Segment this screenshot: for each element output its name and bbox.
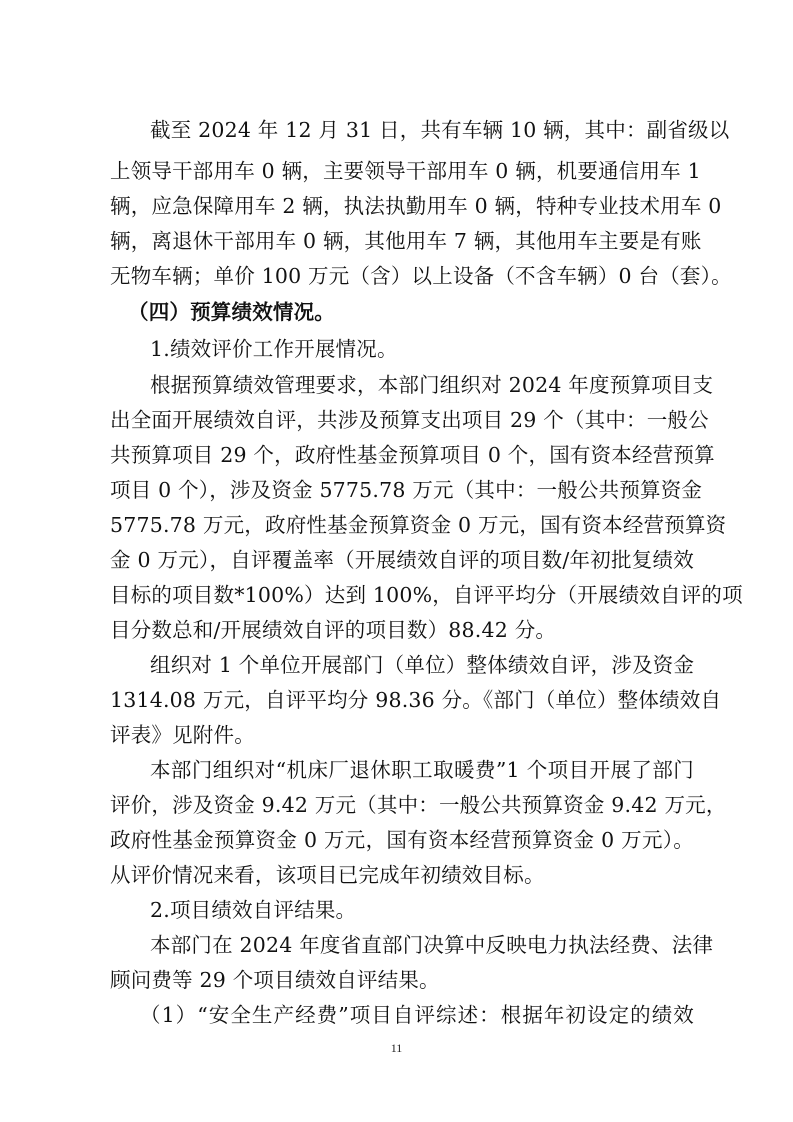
paragraph-line: 顾问费等 29 个项目绩效自评结果。 [110,968,440,992]
paragraph-line: 无物车辆；单价 100 万元（含）以上设备（不含车辆）0 台（套）。 [110,264,732,288]
paragraph-line: 辆，应急保障用车 2 辆，执法执勤用车 0 辆，特种专业技术用车 0 [110,194,722,218]
section-heading: （四）预算绩效情况。 [128,300,335,324]
paragraph-line: 1314.08 万元，自评平均分 98.36 分。《部门（单位）整体绩效自 [110,688,722,712]
paragraph-line: 辆，离退休干部用车 0 辆，其他用车 7 辆，其他用车主要是有账 [110,229,702,253]
subsection-heading: 1.绩效评价工作开展情况。 [150,337,398,361]
paragraph-line: 从评价情况来看，该项目已完成年初绩效目标。 [110,863,545,887]
paragraph-line: 组织对 1 个单位开展部门（单位）整体绩效自评，涉及资金 [150,653,695,677]
paragraph-line: 金 0 万元），自评覆盖率（开展绩效自评的项目数/年初批复绩效 [110,548,694,572]
page-number: 11 [390,1041,403,1055]
paragraph-line: 5775.78 万元，政府性基金预算资金 0 万元，国有资本经营预算资 [110,513,727,537]
paragraph-line: 本部门在 2024 年度省直部门决算中反映电力执法经费、法律 [150,933,714,957]
paragraph-line: 评表》见附件。 [110,723,255,747]
paragraph-line: 评价，涉及资金 9.42 万元（其中：一般公共预算资金 9.42 万元， [110,793,727,817]
paragraph-line: 出全面开展绩效自评，共涉及预算支出项目 29 个（其中：一般公 [110,408,709,432]
paragraph-line: 截至 2024 年 12 月 31 日，共有车辆 10 辆，其中：副省级以 [150,118,730,142]
paragraph-line: 上领导干部用车 0 辆，主要领导干部用车 0 辆，机要通信用车 1 [110,159,701,183]
paragraph-line: 共预算项目 29 个，政府性基金预算项目 0 个，国有资本经营预算 [110,443,715,467]
paragraph-line: 政府性基金预算资金 0 万元，国有资本经营预算资金 0 万元）。 [110,828,694,852]
paragraph-line: 项目 0 个），涉及资金 5775.78 万元（其中：一般公共预算资金 [110,478,703,502]
paragraph-line: 目分数总和/开展绩效自评的项目数）88.42 分。 [110,618,557,642]
paragraph-line: 目标的项目数*100%）达到 100%，自评平均分（开展绩效自评的项 [110,583,743,607]
paragraph-line: 本部门组织对“机床厂退休职工取暖费”1 个项目开展了部门 [150,758,694,782]
subsection-heading: 2.项目绩效自评结果。 [150,898,357,922]
paragraph-line: 根据预算绩效管理要求，本部门组织对 2024 年度预算项目支 [150,373,714,397]
paragraph-line: （1）“安全生产经费”项目自评综述：根据年初设定的绩效 [140,1003,694,1027]
